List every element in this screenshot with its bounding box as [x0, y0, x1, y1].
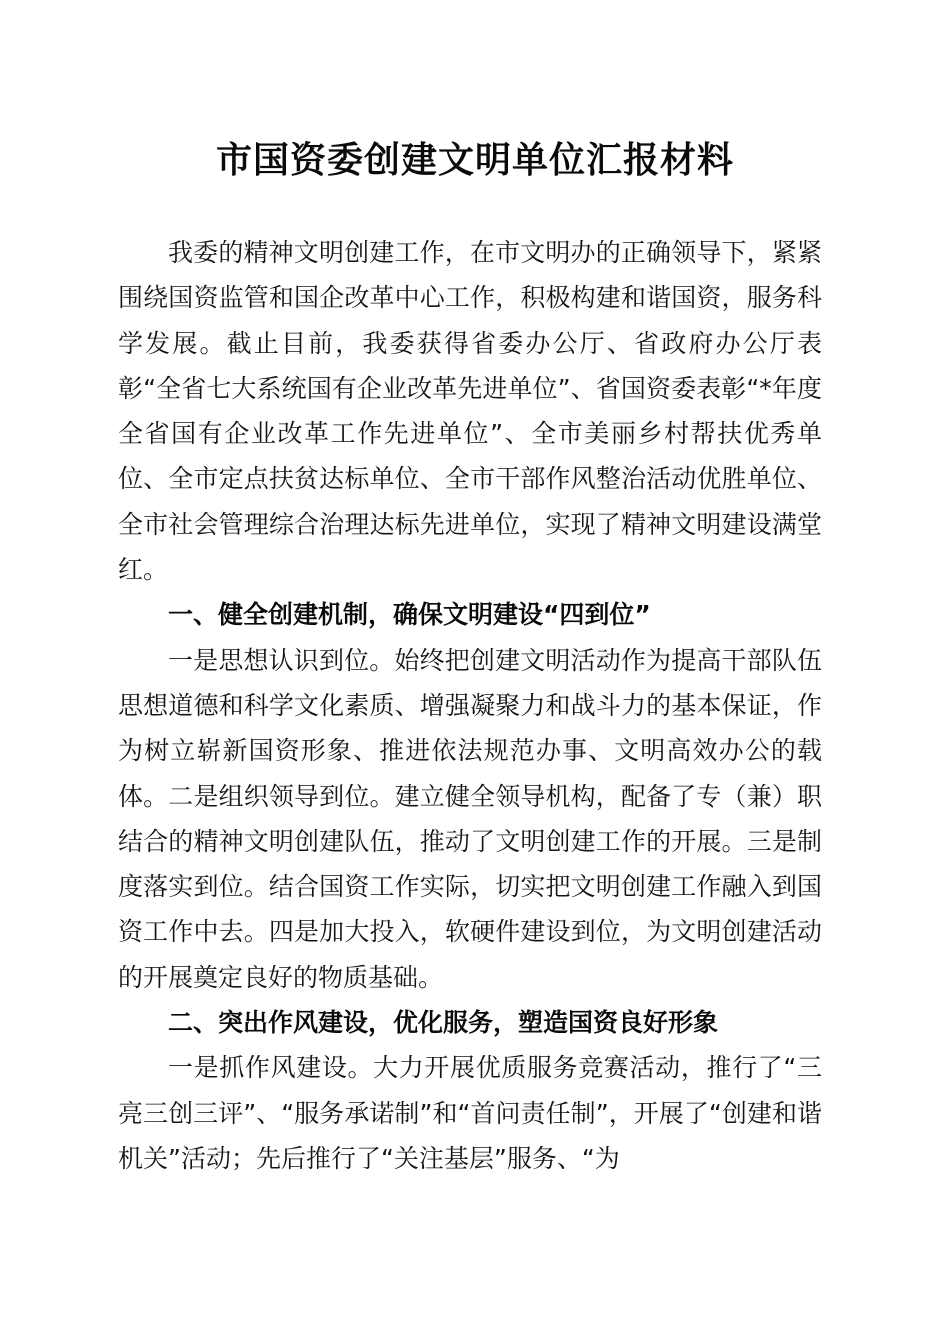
section-1-paragraph: 一是思想认识到位。始终把创建文明活动作为提高干部队伍思想道德和科学文化素质、增强凝聚力和战斗力的基本保证，作为树立崭新国资形象、推进依法规范办事、文明高效办公的载体。二是组织领导到位。建立健全领导机构，配备了专（兼）职结合的精神文明创建队伍，推动了文明创建工作的开展。三是制度落实到位。结合国资工作实际，切实把文明创建工作融入到国资工作中去。四是加大投入，软硬件建设到位，为文明创建活动的开展奠定良好的物质基础。	[118, 645, 822, 992]
document-body	[118, 230, 822, 1181]
intro-paragraph: 我委的精神文明创建工作，在市文明办的正确领导下，紧紧围绕国资监管和国企改革中心工作，积极构建和谐国资，服务科学发展。截止目前，我委获得省委办公厅、省政府办公厅表彰“全省七大系统国有企业改革先进单位”、省国资委表彰“*年度全省国有企业改革工作先进单位”、全市美丽乡村帮扶优秀单位、全市定点扶贫达标单位、全市干部作风整治活动优胜单位、全市社会管理综合治理达标先进单位，实现了精神文明建设满堂红。	[118, 238, 822, 585]
section-2-heading: 二、突出作风建设，优化服务，塑造国资良好形象	[168, 1008, 719, 1038]
section-2-paragraph: 一是抓作风建设。大力开展优质服务竞赛活动，推行了“三亮三创三评”、“服务承诺制”和“首问责任制”，开展了“创建和谐机关”活动；先后推行了“关注基层”服务、“为	[118, 1053, 822, 1173]
page-title: 市国资委创建文明单位汇报材料	[215, 139, 734, 181]
section-1-heading: 一、健全创建机制，确保文明建设“四到位”	[168, 600, 651, 630]
